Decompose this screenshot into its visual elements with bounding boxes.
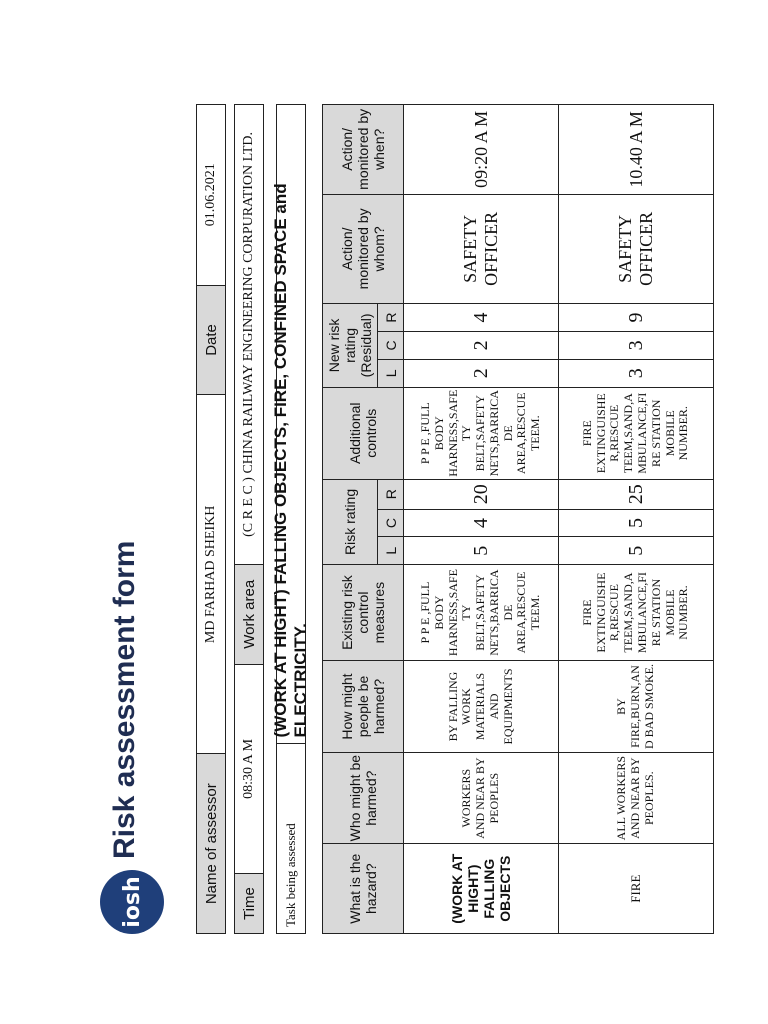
new-risk-c-cell: 2 (404, 331, 559, 359)
header-who: Who might be harmed? (323, 752, 404, 843)
new-risk-l-cell: 3 (559, 359, 714, 387)
risk-table (322, 104, 714, 934)
task-label: Task being assessed (277, 743, 305, 933)
new-risk-l-cell: 2 (404, 359, 559, 387)
date-label: Date (197, 285, 225, 395)
monitored-by-whom-cell: SAFETY OFFICER (559, 194, 714, 303)
task-row (271, 104, 310, 934)
header-existing: Existing risk control measures (323, 565, 404, 661)
risk-c-cell: 4 (404, 509, 559, 537)
monitored-by-when-cell: 10.40 A M (559, 105, 714, 195)
header-how: How might people be harmed? (323, 661, 404, 753)
risk-r-cell: 20 (404, 479, 559, 509)
risk-r-cell: 25 (559, 479, 714, 509)
header-new-risk: New risk rating (Residual) (323, 304, 378, 388)
task-value: (WORK AT HIGHT) FALLING OBJECTS, FIRE, CONFINED SPACE and ELECTRICITY. (271, 183, 310, 738)
time-value: 08:30 A M (235, 664, 263, 874)
table-row (404, 105, 559, 934)
time-label: Time (235, 873, 263, 933)
table-row (559, 105, 714, 934)
header-risk-rating: Risk rating (323, 479, 378, 564)
header-additional: Additional controls (323, 387, 404, 479)
work-area-value: (C R E C ) CHINA RAILWAY ENGINEERING CORPURATION LTD. (241, 131, 256, 537)
hazard-cell: FIRE (559, 844, 714, 934)
additional-controls-cell: P P E ,FULL BODY HARNESS,SAFE TY BELT,SAFETY NETS,BARRICA DE AREA,RESCUE TEEM. (404, 387, 559, 479)
header-action-when: Action/ monitored by when? (323, 105, 404, 195)
monitored-by-when-cell: 09:20 A M (404, 105, 559, 195)
date-value: 01.06.2021 (203, 163, 218, 227)
header-new-l: L (378, 359, 404, 387)
assessor-row (196, 104, 226, 934)
time-row (234, 104, 264, 934)
form-title: Risk assessment form (108, 540, 141, 859)
risk-c-cell: 5 (559, 509, 714, 537)
work-area-label: Work area (235, 564, 263, 664)
new-risk-c-cell: 3 (559, 331, 714, 359)
risk-l-cell: 5 (404, 537, 559, 565)
header-l: L (378, 537, 404, 565)
header-new-r: R (378, 304, 404, 332)
additional-controls-cell: FIRE EXTINGUISHE R,RESCUE TEEM,SAND,A MBULANCE,FI RE STATION MOBILE NUMBER. (559, 387, 714, 479)
new-risk-r-cell: 9 (559, 304, 714, 332)
hazard-cell: (WORK AT HIGHT) FALLING OBJECTS (404, 844, 559, 934)
header-r: R (378, 479, 404, 509)
logo-text: iosh (119, 876, 145, 928)
existing-controls-cell: P P E ,FULL BODY HARNESS,SAFE TY BELT,SAFETY NETS,BARRICA DE AREA,RESCUE TEEM. (404, 565, 559, 661)
who-cell: WORKERS AND NEAR BY PEOPLES (404, 752, 559, 843)
new-risk-r-cell: 4 (404, 304, 559, 332)
assessor-label: Name of assessor (197, 753, 225, 933)
iosh-logo (100, 870, 164, 934)
header-action-whom: Action/ monitored by whom? (323, 194, 404, 303)
header-hazard: What is the hazard? (323, 844, 404, 934)
existing-controls-cell: FIRE EXTINGUISHE R,RESCUE TEEM,SAND,A MBULANCE,FI RE STATION MOBILE NUMBER. (559, 565, 714, 661)
how-cell: BY FIRE,BURN,AN D BAD SMOKE. (559, 661, 714, 753)
monitored-by-whom-cell: SAFETY OFFICER (404, 194, 559, 303)
header-new-c: C (378, 331, 404, 359)
who-cell: ALL WORKERS AND NEAR BY PEOPLES. (559, 752, 714, 843)
how-cell: BY FALLING WORK MATERIALS AND EQUIPMENTS (404, 661, 559, 753)
risk-l-cell: 5 (559, 537, 714, 565)
assessor-value: MD FARHAD SHEIKH (197, 394, 225, 753)
header-c: C (378, 509, 404, 537)
